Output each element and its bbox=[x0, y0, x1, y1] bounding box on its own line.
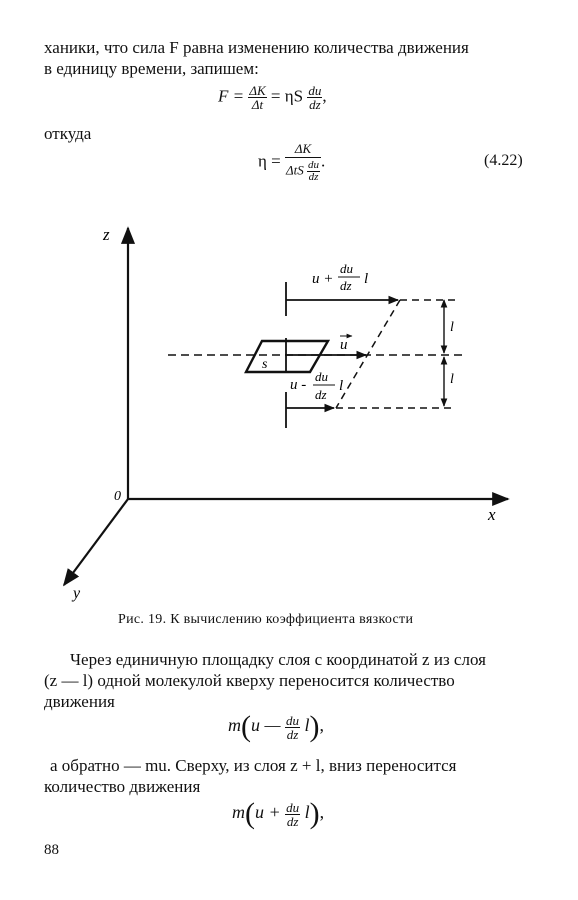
paragraph-text: (z — l) одной молекулой кверху переносится количество bbox=[44, 671, 455, 690]
numerator: du bbox=[286, 712, 300, 728]
numerator: du bbox=[286, 799, 300, 815]
y-axis bbox=[64, 499, 128, 585]
top-velocity-label: u + bbox=[312, 271, 334, 287]
den-prefix: ΔtS bbox=[285, 162, 304, 178]
denominator: dz bbox=[308, 171, 319, 183]
top-l-label: l bbox=[364, 271, 369, 287]
figure-caption: Рис. 19. К вычислению коэффициента вязкости bbox=[118, 612, 414, 627]
numerator: du bbox=[308, 83, 322, 98]
velocity-profile bbox=[336, 300, 400, 408]
eq-m: m bbox=[228, 715, 241, 736]
paragraph-text: количество движения bbox=[44, 777, 201, 796]
eq-tail: , bbox=[322, 86, 327, 106]
numerator: ΔK bbox=[249, 83, 266, 98]
fraction-numerator: du bbox=[340, 261, 353, 276]
equation-momentum-down bbox=[232, 797, 324, 831]
eq-lhs: F = bbox=[218, 86, 245, 106]
eq-u: u — bbox=[251, 715, 281, 736]
mid-velocity-label: u bbox=[340, 337, 348, 353]
fraction bbox=[248, 84, 266, 111]
eq-m: m bbox=[232, 802, 245, 823]
fraction bbox=[285, 714, 300, 741]
eq-tail: , bbox=[319, 715, 325, 736]
area-label-s: s bbox=[262, 357, 268, 372]
paragraph-text: в единицу времени, запишем: bbox=[44, 59, 259, 78]
paragraph-line bbox=[44, 38, 469, 58]
numerator: du bbox=[307, 159, 319, 171]
paragraph-line bbox=[44, 777, 200, 797]
denominator: dz bbox=[286, 726, 299, 742]
paragraph-text: движения bbox=[44, 692, 115, 711]
fraction bbox=[285, 142, 321, 183]
denominator: Δt bbox=[251, 97, 264, 112]
eq-l: l bbox=[304, 802, 310, 823]
paragraph-text: а обратно — mu. Сверху, из слоя z + l, вниз переносится bbox=[50, 756, 457, 775]
eq-u: u + bbox=[255, 802, 281, 823]
fraction bbox=[307, 84, 322, 111]
paren-open: ( bbox=[241, 710, 251, 743]
paragraph-line bbox=[44, 671, 455, 691]
equation-momentum-up bbox=[228, 710, 324, 744]
z-axis-label: z bbox=[103, 225, 110, 244]
paragraph-line bbox=[70, 650, 486, 670]
paren-open: ( bbox=[245, 797, 255, 830]
denominator bbox=[285, 158, 321, 183]
eq-mid: = ηS bbox=[270, 86, 304, 106]
denominator: dz bbox=[286, 813, 299, 829]
paragraph-line bbox=[44, 124, 91, 144]
paragraph-text: Через единичную площадку слоя с координатой z из слоя bbox=[70, 650, 486, 669]
fraction-denominator: dz bbox=[315, 387, 327, 402]
equation-number: (4.22) bbox=[484, 152, 523, 169]
paragraph-line bbox=[44, 692, 115, 712]
paren-close: ) bbox=[309, 797, 320, 830]
paragraph-text: откуда bbox=[44, 124, 92, 143]
eq-lhs: η = bbox=[258, 151, 281, 171]
fraction-numerator: du bbox=[315, 369, 328, 384]
y-axis-label: y bbox=[73, 585, 81, 602]
unit-area-s bbox=[246, 341, 328, 372]
bottom-velocity-label: u - bbox=[290, 377, 307, 393]
distance-label-lower: l bbox=[450, 372, 454, 387]
bottom-l-label: l bbox=[339, 378, 344, 394]
page-number: 88 bbox=[44, 842, 59, 858]
origin-label: 0 bbox=[114, 489, 121, 504]
denominator: dz bbox=[309, 97, 321, 112]
inner-fraction bbox=[307, 160, 320, 183]
eq-tail: . bbox=[320, 151, 326, 171]
numerator: ΔK bbox=[285, 142, 321, 158]
viscosity-figure bbox=[0, 210, 578, 620]
paragraph-line bbox=[44, 59, 259, 79]
equation-viscosity bbox=[258, 142, 325, 183]
fraction-denominator: dz bbox=[340, 278, 352, 293]
paragraph-line bbox=[50, 756, 457, 776]
eq-l: l bbox=[304, 715, 310, 736]
paren-close: ) bbox=[309, 710, 320, 743]
paragraph-text: ханики, что сила F равна изменению количества движения bbox=[44, 38, 469, 57]
x-axis-label: x bbox=[488, 505, 496, 524]
eq-tail: , bbox=[319, 802, 325, 823]
distance-label-upper: l bbox=[450, 320, 454, 335]
fraction bbox=[285, 801, 300, 828]
equation-force bbox=[218, 84, 327, 111]
